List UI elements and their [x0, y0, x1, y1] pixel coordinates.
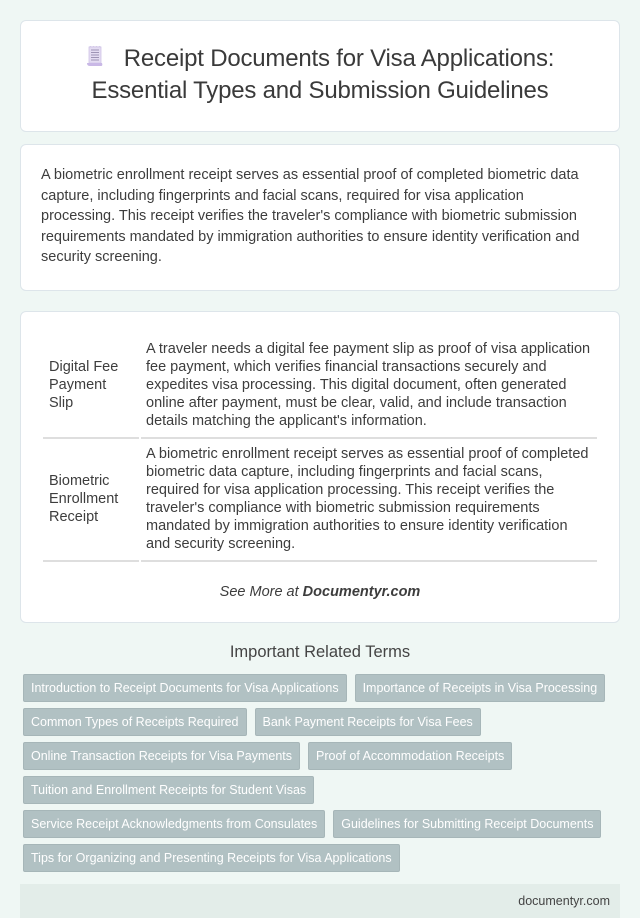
related-term-tag[interactable]: Proof of Accommodation Receipts — [308, 742, 512, 770]
see-more-link[interactable] — [41, 584, 599, 600]
related-term-tag[interactable]: Tuition and Enrollment Receipts for Student Visas — [23, 776, 314, 804]
footer — [20, 884, 620, 918]
related-term-tag[interactable]: Bank Payment Receipts for Visa Fees — [255, 708, 481, 736]
term-description: A traveler needs a digital fee payment slip as proof of visa application fee payment, which verifies financial transactions securely and expedites visa processing. This digital document, often generated online after payment, must be clear, valid, and include transaction details matching the applicant's information. — [141, 334, 597, 439]
related-term-tag[interactable]: Common Types of Receipts Required — [23, 708, 247, 736]
term-name: Digital Fee Payment Slip — [43, 334, 139, 439]
related-term-tag[interactable]: Tips for Organizing and Presenting Receipts for Visa Applications — [23, 844, 400, 872]
page-title-text: Receipt Documents for Visa Applications: Essential Types and Submission Guidelines — [91, 45, 555, 104]
see-more-site[interactable]: Documentyr.com — [302, 583, 421, 600]
related-term-tag[interactable]: Service Receipt Acknowledgments from Consulates — [23, 810, 325, 838]
summary-text: A biometric enrollment receipt serves as essential proof of completed biometric data capture, including fingerprints and facial scans, required for visa application processing. This receipt verifies the traveler's compliance with biometric submission requirements mandated by immigration authorities to ensure identity verification and security screening. — [41, 167, 580, 265]
table-row — [43, 439, 597, 562]
terms-table-card — [20, 311, 620, 623]
title-card — [20, 20, 620, 132]
term-name: Biometric Enrollment Receipt — [43, 439, 139, 562]
see-more-prefix: See More at — [219, 583, 303, 600]
terms-table — [41, 334, 599, 562]
related-terms-list — [20, 674, 620, 872]
term-description: A biometric enrollment receipt serves as essential proof of completed biometric data capture, including fingerprints and facial scans, required for visa application processing. This receipt verifies the traveler's compliance with biometric submission requirements mandated by immigration authorities to ensure identity verification and security screening. — [141, 439, 597, 562]
receipt-document-icon — [86, 45, 104, 67]
summary-card — [20, 144, 620, 291]
footer-site-link[interactable]: documentyr.com — [518, 893, 610, 908]
related-term-tag[interactable]: Online Transaction Receipts for Visa Payments — [23, 742, 300, 770]
table-row — [43, 334, 597, 439]
related-term-tag[interactable]: Importance of Receipts in Visa Processing — [355, 674, 606, 702]
related-term-tag[interactable]: Guidelines for Submitting Receipt Documents — [333, 810, 601, 838]
page-title — [51, 43, 589, 107]
related-terms-heading: Important Related Terms — [229, 642, 411, 661]
related-term-tag[interactable]: Introduction to Receipt Documents for Visa Applications — [23, 674, 347, 702]
